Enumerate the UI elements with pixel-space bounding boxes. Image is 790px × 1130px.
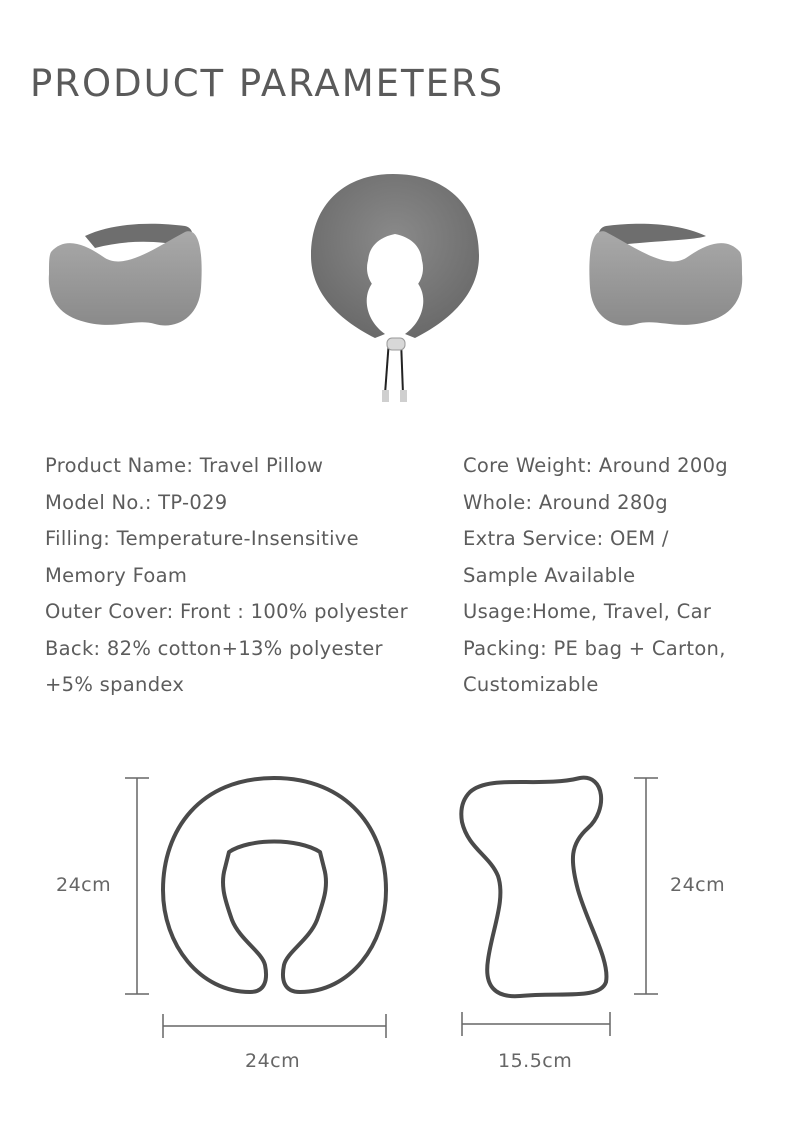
pillow-side-view-right-image: [586, 218, 746, 336]
spec-packing-cont: Customizable: [463, 673, 599, 696]
spec-whole-weight: Whole: Around 280g: [463, 490, 668, 514]
spec-list-left: [45, 448, 408, 704]
spec-back: Back: 82% cotton+13% polyester: [45, 636, 383, 660]
side-depth-label: 15.5cm: [498, 1050, 573, 1072]
spec-outer-cover: Outer Cover: Front : 100% polyester: [45, 600, 408, 623]
spec-extra-service: Extra Service: OEM /: [463, 527, 669, 550]
front-height-label: 24cm: [56, 874, 112, 896]
spec-filling: Filling: Temperature-Insensitive: [45, 527, 359, 550]
spec-usage: Usage:Home, Travel, Car: [463, 600, 712, 623]
pillow-front-view-image: [305, 170, 485, 406]
spec-back-cont: +5% spandex: [45, 673, 185, 696]
side-height-label: 24cm: [670, 874, 726, 896]
page-title: PRODUCT PARAMETERS: [30, 62, 505, 105]
spec-filling-cont: Memory Foam: [45, 563, 188, 587]
spec-product-name: Product Name: Travel Pillow: [45, 454, 324, 477]
front-outline-shape: [163, 778, 386, 992]
spec-list-right: [463, 448, 728, 704]
spec-model-no: Model No.: TP-029: [45, 490, 228, 514]
pillow-side-view-left-image: [45, 218, 205, 336]
front-width-label: 24cm: [245, 1050, 301, 1072]
spec-core-weight: Core Weight: Around 200g: [463, 454, 728, 477]
spec-extra-service-cont: Sample Available: [463, 563, 636, 587]
spec-packing: Packing: PE bag + Carton,: [463, 636, 726, 660]
dimension-diagram: [0, 760, 790, 1050]
side-outline-shape: [461, 778, 606, 997]
